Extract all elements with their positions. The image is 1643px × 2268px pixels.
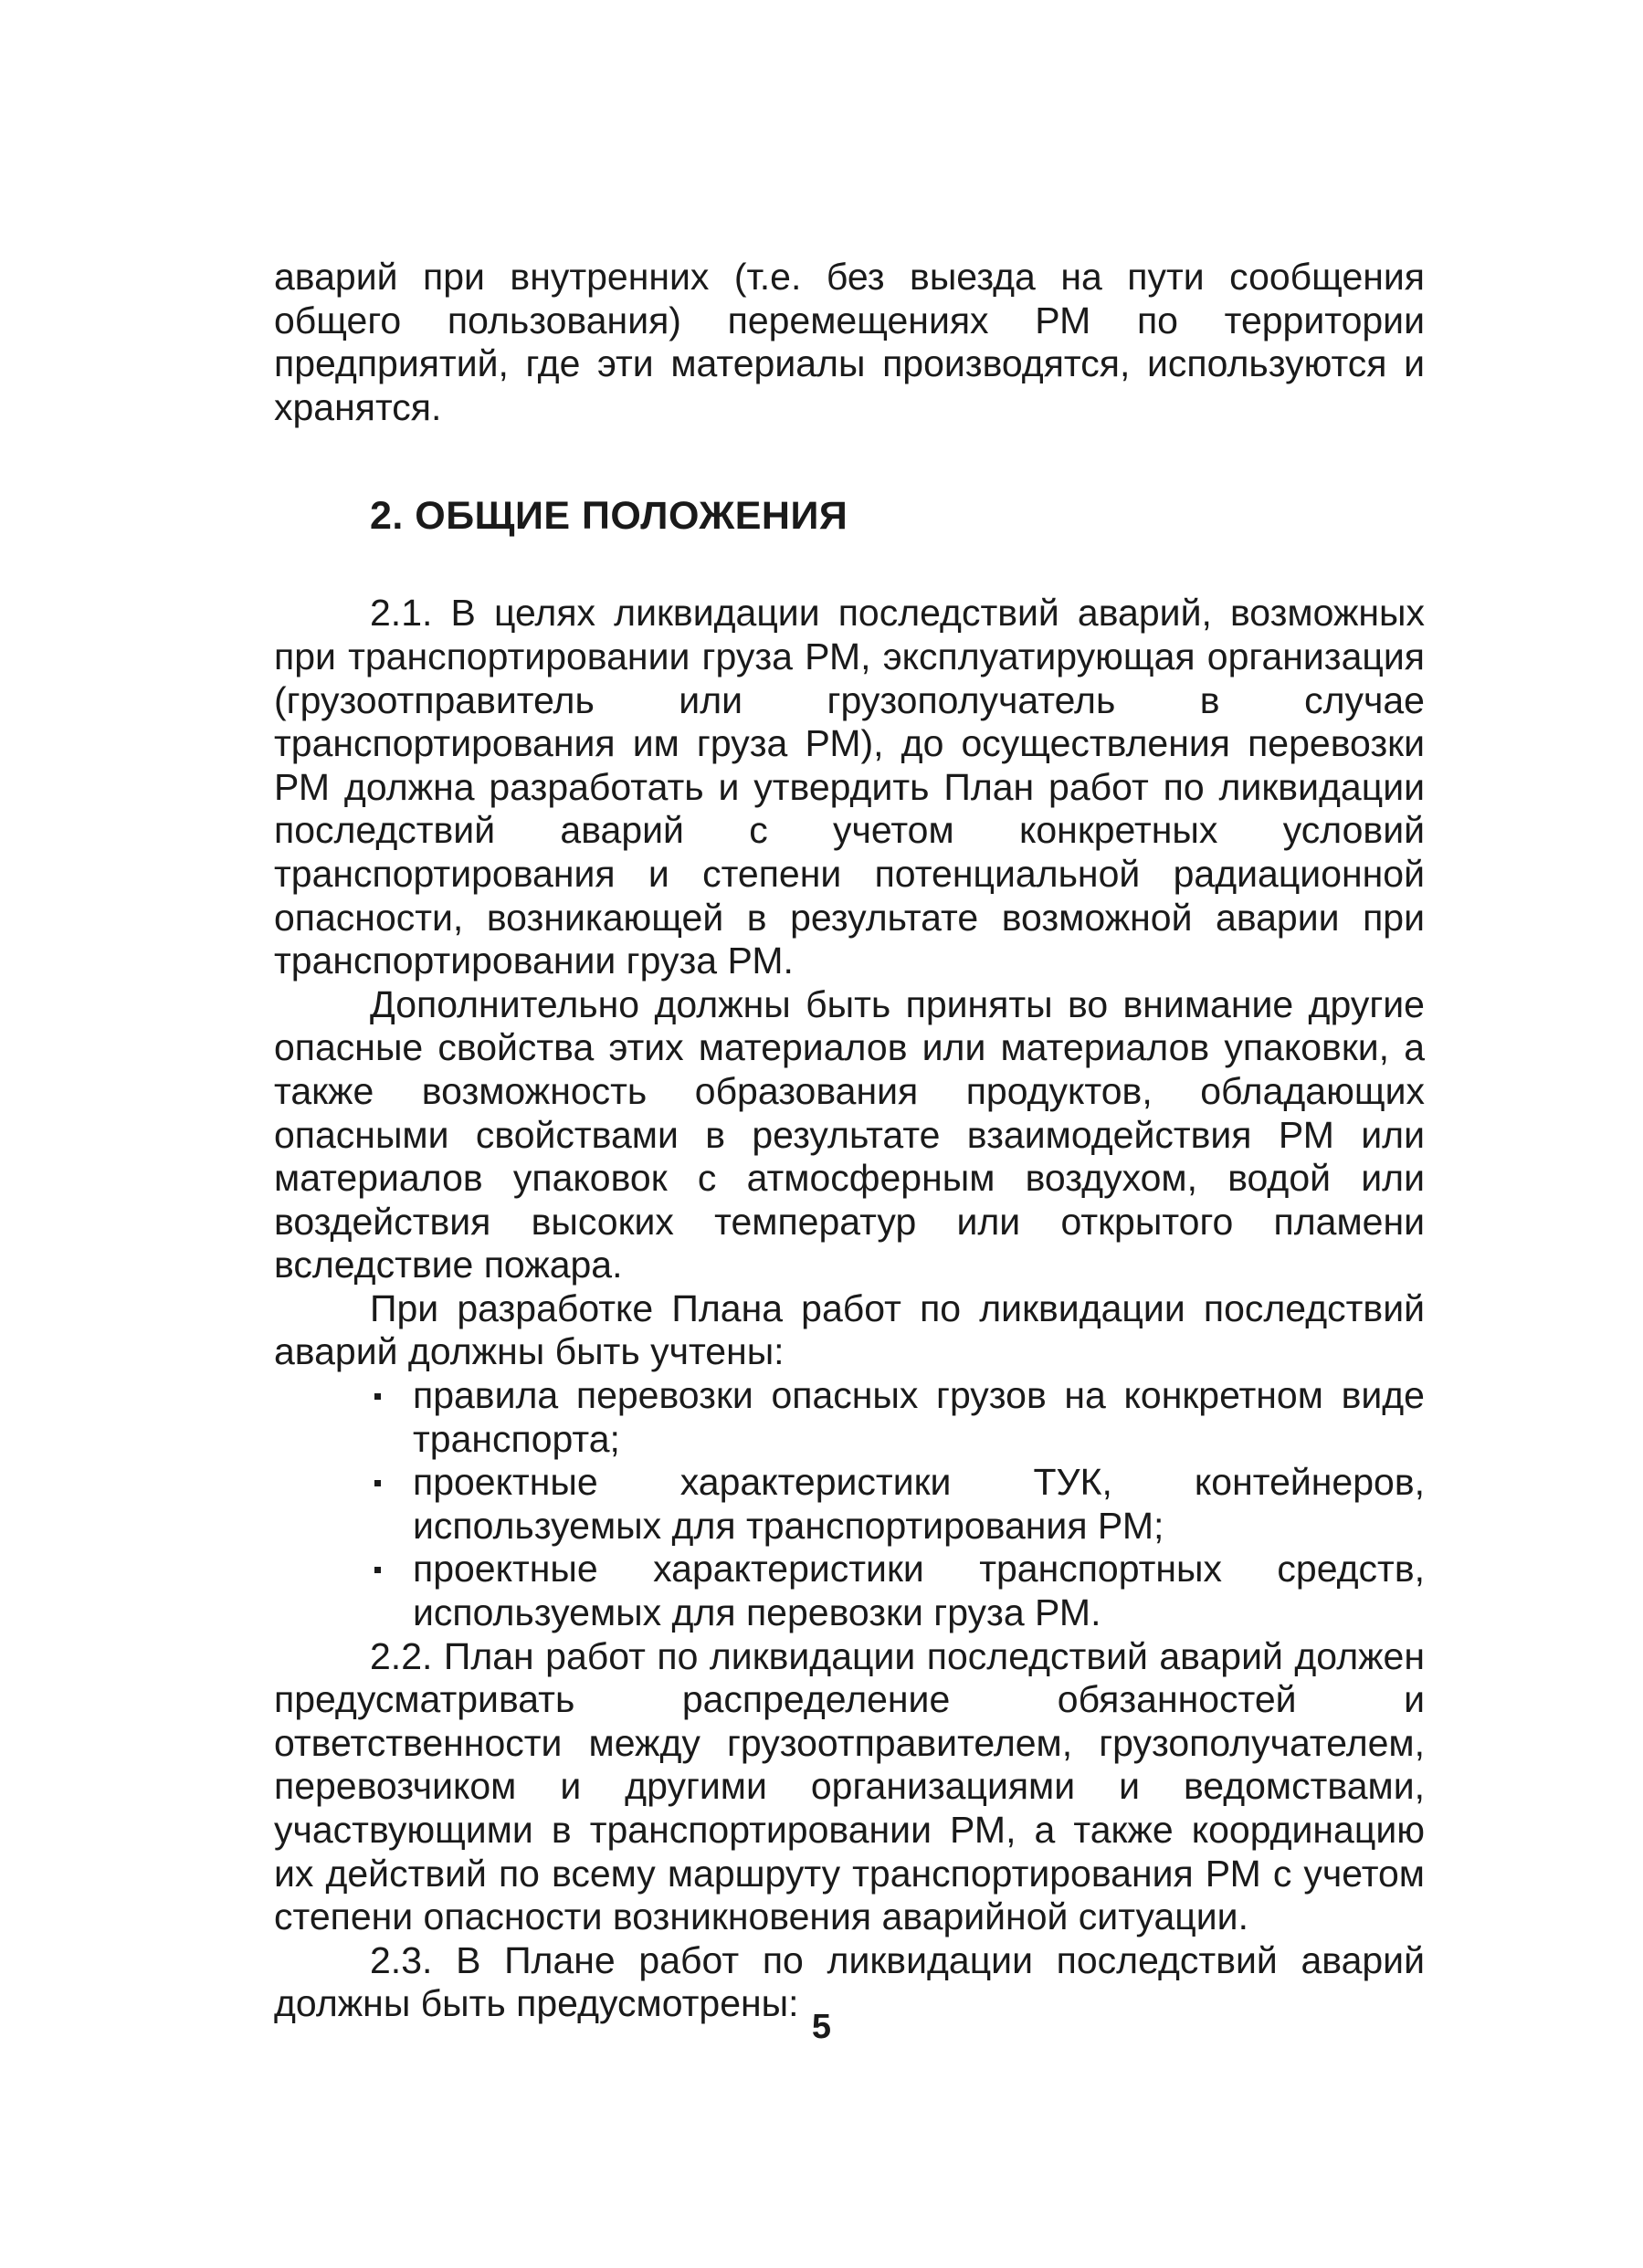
intro-paragraph: аварий при внутренних (т.е. без выезда на пути сообщения общего пользования) перемещениях РМ по территории предприятий, где эти материалы производятся, используются и хранятся.	[274, 256, 1425, 428]
considerations-list	[274, 1374, 1425, 1635]
paragraph-additional: Дополнительно должны быть приняты во внимание другие опасные свойства этих материалов или материалов упаковки, а также возможность образования продуктов, обладающих опасными свойствами в результате взаимодействия РМ или материалов упаковок с атмосферным воздухом, водой или воздействия высоких температур или открытого пламени вследствие пожара.	[274, 982, 1425, 1286]
bullet-icon	[374, 1393, 381, 1400]
list-item-text: проектные характеристики ТУК, контейнеров, используемых для транспортирования РМ;	[413, 1461, 1425, 1547]
bullet-icon	[374, 1567, 381, 1573]
list-item-text: проектные характеристики транспортных средств, используемых для перевозки груза РМ.	[413, 1548, 1425, 1634]
paragraph-plan-intro: При разработке Плана работ по ликвидации последствий аварий должны быть учтены:	[274, 1286, 1425, 1373]
list-item	[413, 1548, 1425, 1634]
list-item	[413, 1461, 1425, 1548]
bullet-icon	[374, 1480, 381, 1486]
list-item-text: правила перевозки опасных грузов на конкретном виде транспорта;	[413, 1374, 1425, 1460]
paragraph-2-1: 2.1. В целях ликвидации последствий аварий, возможных при транспортировании груза РМ, эксплуатирующая организация (грузоотправитель или грузополучатель в случае транспортирования им груза РМ), до осуществления перевозки РМ должна разработать и утвердить План работ по ликвидации последствий аварий с учетом конкретных условий транспортирования и степени потенциальной радиационной опасности, возникающей в результате возможной аварии при транспортировании груза РМ.	[274, 592, 1425, 982]
section-heading: 2. ОБЩИЕ ПОЛОЖЕНИЯ	[370, 494, 848, 539]
list-item	[413, 1374, 1425, 1461]
paragraph-2-3: 2.3. В Плане работ по ликвидации последствий аварий должны быть предусмотрены:	[274, 1938, 1425, 2025]
document-page	[274, 256, 1425, 2155]
paragraph-2-2: 2.2. План работ по ликвидации последствий аварий должен предусматривать распределение обязанностей и ответственности между грузоотправителем, грузополучателем, перевозчиком и другими организациями и ведомствами, участвующими в транспортировании РМ, а также координацию их действий по всему маршруту транспортирования РМ с учетом степени опасности возникновения аварийной ситуации.	[274, 1634, 1425, 1938]
page-number: 5	[811, 2008, 832, 2046]
